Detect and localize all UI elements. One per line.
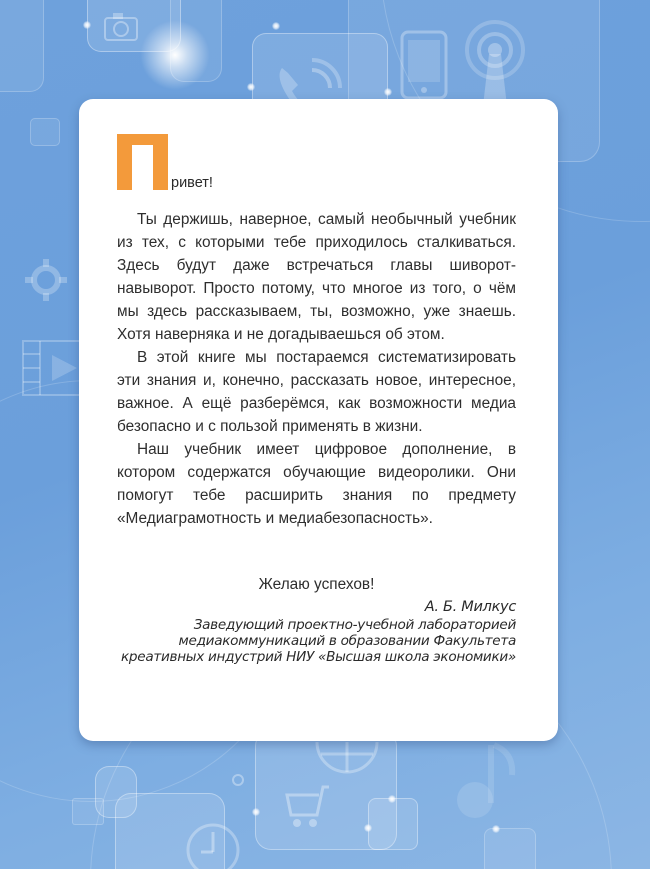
gear-icon bbox=[24, 258, 68, 307]
light-dot bbox=[272, 22, 280, 30]
letter-body bbox=[117, 208, 516, 530]
greeting-text: ривет! bbox=[171, 175, 213, 191]
light-flare bbox=[140, 20, 210, 90]
light-dot bbox=[252, 808, 260, 816]
light-dot bbox=[247, 83, 255, 91]
light-dot bbox=[384, 88, 392, 96]
closing-line: Желаю успехов! bbox=[258, 576, 375, 593]
light-dot bbox=[388, 795, 396, 803]
author-title-line: медиакоммуникаций в образовании Факультета bbox=[178, 633, 516, 649]
light-dot bbox=[364, 824, 372, 832]
letter-card bbox=[79, 99, 558, 741]
film-icon bbox=[22, 340, 82, 401]
decor-tile bbox=[30, 118, 60, 146]
light-dot bbox=[492, 825, 500, 833]
author-name: А. Б. Милкус bbox=[424, 599, 516, 615]
decor-tile bbox=[0, 0, 44, 92]
gear-icon bbox=[228, 770, 248, 795]
decor-tile bbox=[72, 798, 104, 825]
camera-icon bbox=[103, 12, 139, 47]
paragraph: Ты держишь, наверное, самый необычный учебник из тех, с которыми тебе приходилось сталкиваться. Здесь будут даже встречаться главы шиворот-навыворот. Просто потому, что многое из того, о чём мы здесь рассказываем, ты, возможно, уже знаешь. Хотя наверняка и не догадываешься об этом. bbox=[117, 211, 516, 343]
music-note-icon bbox=[450, 740, 520, 835]
decor-tile bbox=[368, 798, 418, 850]
author-title-line: Заведующий проектно-учебной лабораторией bbox=[193, 617, 516, 633]
clock-icon bbox=[185, 820, 241, 869]
cart-icon bbox=[285, 785, 333, 834]
paragraph: В этой книге мы постараемся систематизировать эти знания и, конечно, рассказать новое, интересное, важное. А ещё разберёмся, как возможности медиа безопасно и с пользой применять в жизни. bbox=[117, 349, 516, 435]
signature-block bbox=[117, 599, 516, 665]
globe-icon bbox=[315, 740, 379, 785]
light-dot bbox=[83, 21, 91, 29]
dropcap-letter bbox=[117, 134, 168, 190]
smartphone-icon bbox=[400, 30, 448, 105]
paragraph: Наш учебник имеет цифровое дополнение, в котором содержатся обучающие видеоролики. Они помогут тебе расширить знания по предмету «Медиаграмотность и медиабезопасность». bbox=[117, 441, 516, 527]
author-title-line: креативных индустрий НИУ «Высшая школа экономики» bbox=[121, 649, 516, 665]
